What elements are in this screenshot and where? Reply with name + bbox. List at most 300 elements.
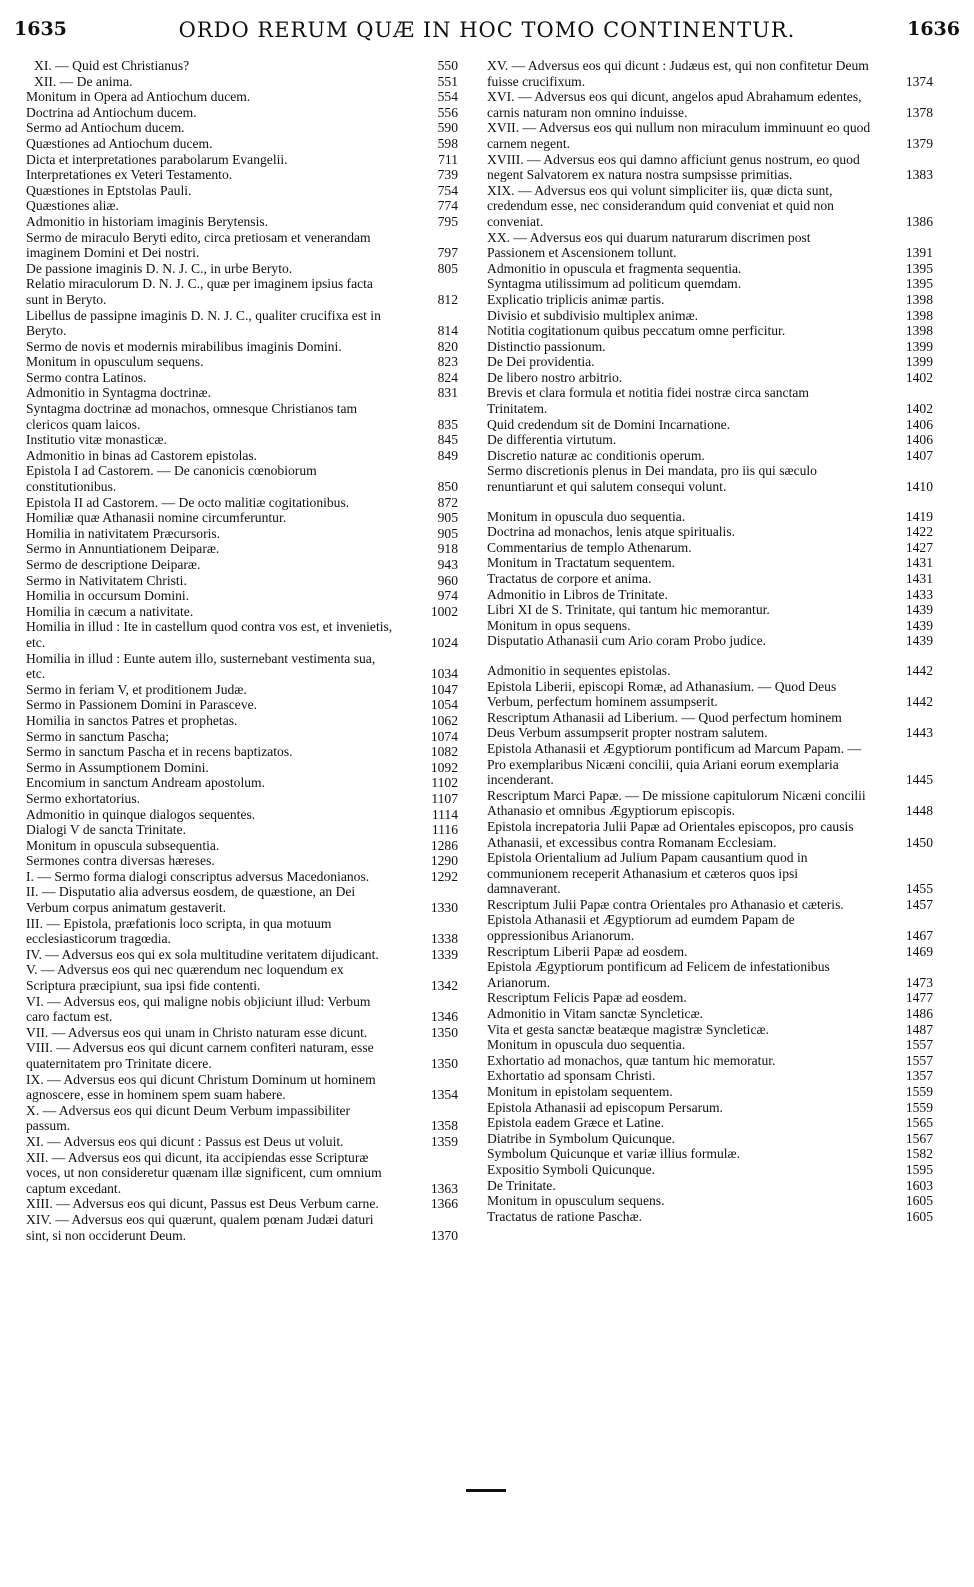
toc-entry-page: 1433 xyxy=(905,586,933,602)
toc-entry-page: 1357 xyxy=(905,1068,933,1084)
toc-entry-page: 960 xyxy=(437,572,458,588)
toc-entry xyxy=(487,354,933,370)
toc-entry xyxy=(26,385,458,401)
toc-entry xyxy=(487,323,933,339)
toc-entry-title: Dialogi V de sancta Trinitate. xyxy=(26,822,186,838)
toc-entry xyxy=(487,385,933,416)
toc-entry-title: Brevis et clara formula et notitia fidei nostræ circa sanctam Trinitatem. xyxy=(487,385,809,417)
toc-entry-page: 1379 xyxy=(905,135,933,151)
toc-entry xyxy=(487,509,933,525)
toc-entry-title: Sermo in sanctum Pascha et in recens baptizatos. xyxy=(26,744,293,760)
toc-entry-title: Monitum in epistolam sequentem. xyxy=(487,1084,673,1099)
toc-entry-title: Sermo in Passionem Domini in Parasceve. xyxy=(26,697,258,713)
toc-entry xyxy=(487,602,933,618)
toc-entry xyxy=(26,105,458,121)
toc-entry-title: Symbolum Quicunque et variæ illius formulæ. xyxy=(487,1146,740,1162)
toc-entry xyxy=(26,573,458,589)
toc-entry xyxy=(487,1053,933,1069)
toc-entry xyxy=(487,152,933,183)
toc-entry-page: 1419 xyxy=(905,508,933,524)
toc-entry xyxy=(487,633,933,649)
toc-entry-title: De differentia virtutum. xyxy=(487,432,617,448)
toc-entry-title: Commentarius de templo Athenarum. xyxy=(487,539,692,555)
toc-entry xyxy=(26,448,458,464)
toc-entry-page: 1406 xyxy=(905,416,933,432)
toc-entry-title: Homilia in illud : Ite in castellum quod contra vos est, et invenietis, etc. xyxy=(26,619,393,650)
toc-entry-title: Rescriptum Liberii Papæ ad eosdem. xyxy=(487,943,688,959)
toc-entry-title: Exhortatio ad monachos, quæ tantum hic memoratur. xyxy=(487,1052,776,1068)
toc-entry-page: 1370 xyxy=(430,1227,458,1243)
toc-entry-title: Sermo de miraculo Beryti edito, circa pretiosam et venerandam imaginem Domini et Dei nostri. xyxy=(26,229,371,261)
toc-entry xyxy=(487,587,933,603)
toc-entry-page: 1487 xyxy=(905,1021,933,1037)
left-column xyxy=(26,58,458,1243)
toc-entry-title: IV. — Adversus eos qui ex sola multitudine veritatem dijudicant. xyxy=(26,946,379,962)
toc-entry-title: XII. — Adversus eos qui dicunt, ita accipiendas esse Scripturæ voces, ut non consideretur quænam illæ significent, cum omnium captum excedant. xyxy=(26,1149,382,1196)
toc-entry xyxy=(487,1022,933,1038)
toc-entry-page: 1557 xyxy=(905,1052,933,1068)
toc-entry-title: Sermo in Annuntiationem Deiparæ. xyxy=(26,541,220,557)
toc-entry-title: Monitum in opusculum sequens. xyxy=(26,354,204,370)
toc-entry-page: 823 xyxy=(437,354,458,370)
toc-entry xyxy=(487,959,933,990)
toc-entry-title: XV. — Adversus eos qui dicunt : Judæus est, qui non confitetur Deum fuisse crucifixum. xyxy=(487,58,869,89)
toc-entry-page: 1402 xyxy=(905,369,933,385)
toc-entry xyxy=(26,463,458,494)
toc-entry-page: 1363 xyxy=(430,1180,458,1196)
toc-entry xyxy=(26,354,458,370)
toc-entry-page: 1346 xyxy=(430,1009,458,1025)
toc-entry xyxy=(26,495,458,511)
toc-entry-page: 1557 xyxy=(905,1037,933,1053)
toc-entry xyxy=(487,1193,933,1209)
toc-entry-title: III. — Epistola, præfationis loco scripta, in qua motuum ecclesiasticorum tragœdia. xyxy=(26,915,332,947)
toc-entry-page: 1439 xyxy=(905,633,933,649)
toc-entry-title: Distinctio passionum. xyxy=(487,338,606,354)
toc-entry-page: 1605 xyxy=(905,1193,933,1209)
toc-entry-page: 598 xyxy=(437,135,458,151)
toc-entry-title: Doctrina ad monachos, lenis atque spiritualis. xyxy=(487,524,736,540)
toc-entry-title: De Dei providentia. xyxy=(487,354,595,370)
toc-entry-title: VI. — Adversus eos, qui maligne nobis objiciunt illud: Verbum caro factum est. xyxy=(26,993,371,1025)
toc-entry xyxy=(26,916,458,947)
toc-entry xyxy=(487,679,933,710)
toc-entry-page: 1455 xyxy=(905,881,933,897)
toc-entry-page: 1448 xyxy=(905,803,933,819)
toc-entry-page: 1074 xyxy=(430,728,458,744)
toc-entry xyxy=(26,370,458,386)
toc-entry-page: 1402 xyxy=(905,401,933,417)
toc-entry xyxy=(487,89,933,120)
toc-entry-title: Monitum in opuscula subsequentia. xyxy=(26,837,220,853)
toc-entry xyxy=(26,619,458,650)
toc-entry-page: 1366 xyxy=(430,1196,458,1212)
toc-entry-title: Epistola Ægyptiorum pontificum ad Felicem de infestationibus Arianorum. xyxy=(487,959,830,990)
toc-entry-title: Sermo in Assumptionem Domini. xyxy=(26,759,209,775)
toc-entry-page: 1450 xyxy=(905,834,933,850)
toc-entry xyxy=(26,58,458,74)
toc-entry xyxy=(26,884,458,915)
toc-entry-title: Monitum in opusculum sequens. xyxy=(487,1193,665,1209)
toc-entry xyxy=(487,788,933,819)
toc-entry xyxy=(26,432,458,448)
page-header xyxy=(14,6,960,46)
toc-entry-page: 1342 xyxy=(430,978,458,994)
toc-entry-page: 1399 xyxy=(905,354,933,370)
toc-entry xyxy=(487,618,933,634)
toc-entry-title: Homilia in cæcum a nativitate. xyxy=(26,603,194,619)
toc-entry-title: Sermo in feriam V, et proditionem Judæ. xyxy=(26,681,247,697)
toc-entry-page: 795 xyxy=(437,213,458,229)
toc-entry-page: 1054 xyxy=(430,697,458,713)
toc-entry-title: Homilia in occursum Domini. xyxy=(26,588,190,604)
toc-entry-title: Syntagma doctrinæ ad monachos, omnesque Christianos tam clericos quam laicos. xyxy=(26,401,358,432)
toc-entry xyxy=(487,308,933,324)
toc-entry xyxy=(487,1146,933,1162)
toc-entry-page: 554 xyxy=(437,89,458,105)
toc-entry xyxy=(26,744,458,760)
toc-entry-page: 1477 xyxy=(905,990,933,1006)
toc-entry-page: 774 xyxy=(437,198,458,214)
toc-entry-page: 1391 xyxy=(905,245,933,261)
toc-entry xyxy=(26,214,458,230)
toc-entry xyxy=(487,448,933,464)
toc-entry-title: Doctrina ad Antiochum ducem. xyxy=(26,104,197,120)
toc-entry-page: 1358 xyxy=(430,1118,458,1134)
toc-entry-title: Quid credendum sit de Domini Incarnatione. xyxy=(487,416,731,432)
toc-entry-title: Quæstiones aliæ. xyxy=(26,198,119,214)
toc-entry-title: Quæstiones in Eptstolas Pauli. xyxy=(26,182,192,198)
toc-entry-title: Institutio vitæ monasticæ. xyxy=(26,432,167,448)
toc-entry-title: VIII. — Adversus eos qui dicunt carnem confiteri naturam, esse quaternitatem pro Trinitate dicere. xyxy=(26,1040,374,1071)
toc-entry-page: 1114 xyxy=(431,806,458,822)
toc-entry-title: Sermo de novis et modernis mirabilibus imaginis Domini. xyxy=(26,338,342,354)
toc-entry-title: Epistola II ad Castorem. — De octo malitiæ cogitationibus. xyxy=(26,494,350,510)
toc-entry-page: 849 xyxy=(437,447,458,463)
toc-entry xyxy=(26,651,458,682)
toc-entry-title: Homiliæ quæ Athanasii nomine circumferuntur. xyxy=(26,510,287,526)
toc-entry-page: 1107 xyxy=(431,790,458,806)
toc-entry-page: 850 xyxy=(437,479,458,495)
toc-entry-page: 943 xyxy=(437,557,458,572)
toc-entry-page: 1395 xyxy=(905,260,933,276)
toc-entry-title: Monitum in opus sequens. xyxy=(487,617,631,633)
toc-entry-page: 1442 xyxy=(905,694,933,710)
toc-entry-title: Sermo contra Latinos. xyxy=(26,369,147,385)
toc-entry-title: XII. — De anima. xyxy=(34,73,133,89)
page-number-right: 1636 xyxy=(907,18,960,40)
toc-entry-page: 820 xyxy=(437,338,458,354)
toc-entry xyxy=(487,58,933,89)
toc-entry-title: Epistola eadem Græce et Latine. xyxy=(487,1115,665,1131)
toc-entry xyxy=(487,540,933,556)
toc-entry xyxy=(26,853,458,869)
toc-entry-title: Exhortatio ad sponsam Christi. xyxy=(487,1068,656,1084)
toc-entry-title: XX. — Adversus eos qui duarum naturarum discrimen post Passionem et Ascensionem tollunt. xyxy=(487,229,811,261)
toc-entry-page: 1407 xyxy=(905,447,933,463)
toc-entry xyxy=(487,120,933,151)
toc-entry-title: Explicatio triplicis animæ partis. xyxy=(487,291,665,307)
toc-entry-page: 1359 xyxy=(430,1133,458,1149)
toc-entry xyxy=(26,713,458,729)
toc-entry-title: Epistola Athanasii et Ægyptiorum pontificum ad Marcum Papam. — Pro exemplaribus Nicæni concilii, quia Ariani eorum exemplaria incenderant. xyxy=(487,740,862,788)
toc-entry-page: 1422 xyxy=(905,524,933,540)
toc-entry xyxy=(487,524,933,540)
toc-entry-page: 831 xyxy=(437,385,458,401)
toc-entry-page: 590 xyxy=(437,120,458,136)
toc-entry-page: 1567 xyxy=(905,1130,933,1146)
toc-entry xyxy=(487,1131,933,1147)
toc-entry-page: 1350 xyxy=(430,1056,458,1071)
toc-entry-title: Rescriptum Marci Papæ. — De missione capitulorum Nicæni concilii Athanasio et omnibus Ægyptiorum episcopis. xyxy=(487,787,866,819)
toc-entry xyxy=(26,1150,458,1197)
toc-entry-page: 1457 xyxy=(905,896,933,912)
toc-entry-page: 1395 xyxy=(905,276,933,292)
toc-entry-title: Vita et gesta sanctæ beatæque magistræ Syncleticæ. xyxy=(487,1021,769,1037)
toc-entry xyxy=(26,120,458,136)
toc-entry xyxy=(26,167,458,183)
toc-entry-title: Admonitio in quinque dialogos sequentes. xyxy=(26,806,256,822)
toc-entry-title: De passione imaginis D. N. J. C., in urbe Beryto. xyxy=(26,260,293,276)
toc-entry-page: 1116 xyxy=(431,822,458,838)
toc-entry xyxy=(26,869,458,885)
toc-entry-page: 1410 xyxy=(905,479,933,495)
toc-entry-page: 905 xyxy=(437,525,458,541)
toc-entry xyxy=(487,1037,933,1053)
toc-entry-title: Sermones contra diversas hæreses. xyxy=(26,853,215,869)
toc-entry xyxy=(487,230,933,261)
right-column xyxy=(487,58,933,1224)
toc-entry-page: 1443 xyxy=(905,725,933,741)
toc-entry xyxy=(26,760,458,776)
toc-entry xyxy=(26,339,458,355)
toc-entry-page: 1467 xyxy=(905,928,933,944)
toc-entry-title: Epistola I ad Castorem. — De canonicis cœnobiorum constitutionibus. xyxy=(26,463,317,495)
toc-entry-title: Tractatus de ratione Paschæ. xyxy=(487,1208,643,1224)
toc-entry-page: 1431 xyxy=(905,571,933,586)
toc-entry xyxy=(487,1162,933,1178)
toc-entry-title: Admonitio in binas ad Castorem epistolas. xyxy=(26,447,258,463)
toc-entry-title: De libero nostro arbitrio. xyxy=(487,369,623,385)
toc-entry xyxy=(487,463,933,494)
toc-entry-title: Disputatio Athanasii cum Ario coram Probo judice. xyxy=(487,633,767,649)
toc-entry-page: 1002 xyxy=(430,603,458,619)
toc-entry xyxy=(487,663,933,679)
toc-entry-page: 845 xyxy=(437,432,458,448)
toc-entry xyxy=(26,729,458,745)
toc-entry-title: Monitum in opuscula duo sequentia. xyxy=(487,1037,686,1053)
running-title: ORDO RERUM QUÆ IN HOC TOMO CONTINENTUR. xyxy=(178,18,796,42)
toc-entry-title: XIX. — Adversus eos qui volunt simpliciter iis, quæ dicta sunt, credendum esse, nec considerandum quid conveniat et quid non conveniat. xyxy=(487,182,834,229)
toc-entry-page: 1383 xyxy=(905,167,933,183)
toc-entry-page: 797 xyxy=(437,245,458,261)
toc-entry-title: V. — Adversus eos qui nec quærendum nec loquendum ex Scriptura præcipiunt, sua ipsi fide contenti. xyxy=(26,962,344,994)
toc-entry xyxy=(26,152,458,168)
toc-entry xyxy=(487,710,933,741)
toc-entry xyxy=(26,230,458,261)
toc-entry xyxy=(26,261,458,277)
toc-entry-title: Homilia in illud : Eunte autem illo, susternebant vestimenta sua, etc. xyxy=(26,650,376,682)
toc-entry-page: 974 xyxy=(437,588,458,604)
toc-entry xyxy=(26,401,458,432)
toc-entry xyxy=(26,962,458,993)
toc-entry-title: Homilia in sanctos Patres et prophetas. xyxy=(26,712,238,728)
toc-entry-title: Notitia cogitationum quibus peccatum omne perficitur. xyxy=(487,323,786,339)
toc-entry-page: 1469 xyxy=(905,943,933,959)
toc-entry xyxy=(26,947,458,963)
toc-entry xyxy=(26,822,458,838)
toc-entry-title: XVI. — Adversus eos qui dicunt, angelos apud Abrahamum edentes, carnis naturam non omnino induisse. xyxy=(487,89,862,120)
toc-entry xyxy=(26,1040,458,1071)
toc-entry-page: 1290 xyxy=(430,853,458,869)
toc-entry xyxy=(26,541,458,557)
toc-entry xyxy=(26,557,458,573)
toc-entry xyxy=(487,819,933,850)
toc-entry-title: Epistola Athanasii ad episcopum Persarum. xyxy=(487,1099,723,1115)
toc-entry-title: IX. — Adversus eos qui dicunt Christum Dominum ut hominem agnoscere, esse in hominem spem suam habere. xyxy=(26,1071,376,1103)
toc-entry xyxy=(26,276,458,307)
toc-entry-page: 1330 xyxy=(430,900,458,916)
toc-entry-title: Admonitio in Syntagma doctrinæ. xyxy=(26,385,212,401)
toc-entry-title: Rescriptum Athanasii ad Liberium. — Quod perfectum hominem Deus Verbum assumpserit propter nostram salutem. xyxy=(487,709,842,741)
toc-entry-title: Rescriptum Felicis Papæ ad eosdem. xyxy=(487,990,687,1006)
toc-entry xyxy=(26,1212,458,1243)
toc-entry xyxy=(487,1115,933,1131)
toc-entry-page: 1398 xyxy=(905,307,933,323)
toc-entry-page: 1439 xyxy=(905,617,933,633)
toc-entry xyxy=(487,555,933,571)
toc-entry-page: 1082 xyxy=(430,744,458,760)
toc-entry-title: X. — Adversus eos qui dicunt Deum Verbum impassibiliter passum. xyxy=(26,1102,351,1134)
toc-entry xyxy=(487,912,933,943)
toc-entry-title: I. — Sermo forma dialogi conscriptus adversus Macedonianos. xyxy=(26,868,370,884)
toc-entry-page: 1062 xyxy=(430,712,458,728)
toc-entry-page: 1092 xyxy=(430,759,458,775)
toc-entry xyxy=(487,432,933,448)
toc-entry-title: Libellus de passipne imaginis D. N. J. C., qualiter crucifixa est in Beryto. xyxy=(26,307,381,339)
toc-entry-title: VII. — Adversus eos qui unam in Christo naturam esse dicunt. xyxy=(26,1024,368,1040)
toc-entry-page: 1354 xyxy=(430,1087,458,1103)
toc-entry-title: De Trinitate. xyxy=(487,1177,556,1193)
toc-entry-page: 905 xyxy=(437,510,458,526)
toc-entry xyxy=(487,741,933,788)
toc-entry-page: 1374 xyxy=(905,73,933,89)
toc-entry-title: Relatio miraculorum D. N. J. C., quæ per imaginem ipsius facta sunt in Beryto. xyxy=(26,276,373,307)
toc-entry xyxy=(26,136,458,152)
toc-entry-title: Sermo de descriptione Deiparæ. xyxy=(26,557,201,572)
footer-rule xyxy=(466,1489,506,1492)
toc-entry-page: 711 xyxy=(438,151,458,167)
toc-entry-page: 1431 xyxy=(905,555,933,571)
toc-entry xyxy=(26,775,458,791)
toc-entry xyxy=(487,571,933,587)
toc-entry-title: Diatribe in Symbolum Quicunque. xyxy=(487,1130,676,1146)
toc-entry xyxy=(26,1134,458,1150)
toc-entry-title: Libri XI de S. Trinitate, qui tantum hic memorantur. xyxy=(487,602,770,618)
toc-entry xyxy=(26,198,458,214)
toc-entry-page: 1398 xyxy=(905,323,933,339)
toc-entry-page: 805 xyxy=(437,260,458,276)
toc-entry-page: 551 xyxy=(437,73,458,89)
toc-entry-page: 1398 xyxy=(905,291,933,307)
toc-entry xyxy=(26,89,458,105)
toc-entry-page: 1047 xyxy=(430,681,458,697)
toc-entry-title: Admonitio in sequentes epistolas. xyxy=(487,662,671,678)
toc-entry-page: 1286 xyxy=(430,837,458,853)
toc-entry-title: Admonitio in Vitam sanctæ Syncleticæ. xyxy=(487,1006,704,1022)
toc-entry-page: 872 xyxy=(437,494,458,510)
toc-entry-page: 1445 xyxy=(905,772,933,788)
toc-entry xyxy=(487,1209,933,1225)
toc-entry-page: 1442 xyxy=(905,662,933,678)
toc-entry-title: Epistola Orientalium ad Julium Papam causantium quod in communionem receperit Athanasium et cæteros quos ipsi damnaverant. xyxy=(487,850,808,897)
toc-entry-page: 1350 xyxy=(430,1024,458,1040)
toc-entry-title: Sermo discretionis plenus in Dei mandata, pro iis qui sæculo renuntiarunt et qui salutem consequi volunt. xyxy=(487,463,817,495)
toc-entry-title: XVIII. — Adversus eos qui damno afficiunt genus nostrum, eo quod negent Salvatorem ex natura nostra sumpsisse primitias. xyxy=(487,151,860,183)
toc-entry-page: 1473 xyxy=(905,974,933,990)
toc-entry xyxy=(26,604,458,620)
toc-entry xyxy=(487,850,933,897)
toc-entry-page: 1399 xyxy=(905,338,933,354)
toc-entry xyxy=(26,791,458,807)
toc-entry-page: 739 xyxy=(437,167,458,183)
toc-entry-page: 550 xyxy=(437,58,458,73)
toc-entry-title: Syntagma utilissimum ad politicum quemdam. xyxy=(487,276,742,292)
toc-entry xyxy=(487,1178,933,1194)
toc-entry xyxy=(26,994,458,1025)
toc-entry-page: 814 xyxy=(437,323,458,339)
toc-entry xyxy=(26,1025,458,1041)
toc-entry xyxy=(26,183,458,199)
toc-entry-page: 1339 xyxy=(430,946,458,962)
toc-entry-title: Quæstiones ad Antiochum ducem. xyxy=(26,135,213,151)
toc-entry-title: Epistola increpatoria Julii Papæ ad Orientales episcopos, pro causis Athanasii, et excessibus contra Romanam Ecclesiam. xyxy=(487,818,854,850)
toc-entry-title: XVII. — Adversus eos qui nullum non miraculum imminuunt eo quod carnem negent. xyxy=(487,120,871,151)
toc-entry-page: 835 xyxy=(437,416,458,432)
page-number-left: 1635 xyxy=(14,18,67,40)
toc-entry-title: Sermo in Nativitatem Christi. xyxy=(26,572,187,588)
toc-entry xyxy=(487,339,933,355)
toc-entry xyxy=(26,510,458,526)
toc-entry-page: 824 xyxy=(437,369,458,385)
toc-entry xyxy=(487,1100,933,1116)
toc-entry xyxy=(26,1103,458,1134)
toc-entry-title: Sermo in sanctum Pascha; xyxy=(26,728,170,744)
toc-entry-page: 1427 xyxy=(905,539,933,555)
toc-entry xyxy=(26,682,458,698)
toc-entry-page: 754 xyxy=(437,182,458,198)
toc-entry-page: 556 xyxy=(437,104,458,120)
toc-entry xyxy=(26,838,458,854)
toc-entry-page: 1559 xyxy=(905,1084,933,1099)
toc-entry xyxy=(26,1072,458,1103)
toc-entry-page: 1603 xyxy=(905,1177,933,1193)
toc-entry-page: 1338 xyxy=(430,931,458,947)
toc-entry-title: Monitum in Opera ad Antiochum ducem. xyxy=(26,89,251,105)
toc-entry xyxy=(487,1068,933,1084)
toc-entry-page: 1439 xyxy=(905,602,933,618)
toc-entry xyxy=(487,897,933,913)
toc-entry-page: 1486 xyxy=(905,1006,933,1022)
toc-entry-title: Discretio naturæ ac conditionis operum. xyxy=(487,447,705,463)
toc-entry xyxy=(487,1006,933,1022)
toc-entry-title: XIII. — Adversus eos qui dicunt, Passus est Deus Verbum carne. xyxy=(26,1196,379,1212)
toc-entry-title: Epistola Athanasii et Ægyptiorum ad eumdem Papam de oppressionibus Arianorum. xyxy=(487,912,795,944)
toc-entry-page: 1034 xyxy=(430,666,458,682)
toc-entry xyxy=(26,807,458,823)
toc-entry-page: 1595 xyxy=(905,1161,933,1177)
toc-entry-page: 1292 xyxy=(430,868,458,884)
